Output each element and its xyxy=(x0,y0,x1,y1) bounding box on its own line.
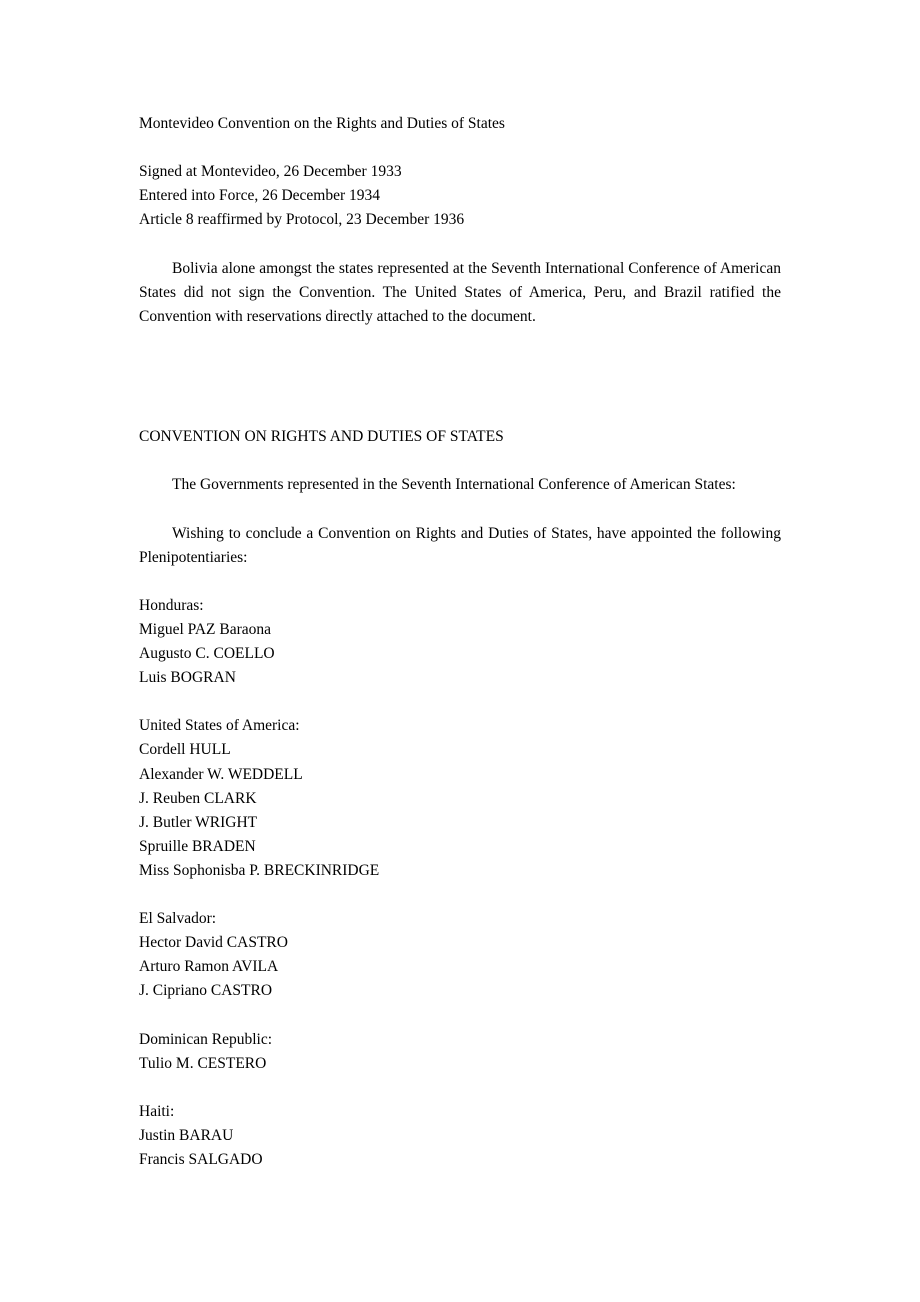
spacer xyxy=(139,883,781,907)
delegation-group xyxy=(139,714,781,883)
spacer xyxy=(139,1076,781,1100)
date-protocol: Article 8 reaffirmed by Protocol, 23 December 1936 xyxy=(139,211,465,229)
preamble-plenipotentiaries: Wishing to conclude a Convention on Rights and Duties of States, have appointed the following Plenipotentiaries: xyxy=(139,524,781,566)
delegate-name: J. Reuben CLARK xyxy=(139,789,257,807)
delegate-name: Alexander W. WEDDELL xyxy=(139,765,303,783)
delegate-name: J. Butler WRIGHT xyxy=(139,813,258,831)
delegate-name: J. Cipriano CASTRO xyxy=(139,982,273,1000)
delegation-country: Haiti: xyxy=(139,1102,175,1120)
delegation-country: Honduras: xyxy=(139,596,204,614)
delegate-name: Arturo Ramon AVILA xyxy=(139,958,279,976)
spacer xyxy=(139,136,781,160)
preamble-governments: The Governments represented in the Seventh International Conference of American States: xyxy=(172,476,736,494)
convention-heading: CONVENTION ON RIGHTS AND DUTIES OF STATES xyxy=(139,428,504,446)
delegate-name: Hector David CASTRO xyxy=(139,934,288,952)
document-title: Montevideo Convention on the Rights and Duties of States xyxy=(139,115,505,132)
spacer xyxy=(139,570,781,594)
delegate-name: Miss Sophonisba P. BRECKINRIDGE xyxy=(139,861,380,879)
delegation-country: Dominican Republic: xyxy=(139,1030,273,1048)
delegation-country: United States of America: xyxy=(139,717,300,735)
delegation-group xyxy=(139,907,781,1003)
delegate-name: Luis BOGRAN xyxy=(139,669,236,687)
delegation-group xyxy=(139,1028,781,1076)
spacer xyxy=(139,498,781,522)
spacer xyxy=(139,232,781,256)
delegate-name: Francis SALGADO xyxy=(139,1151,263,1169)
document-body xyxy=(139,112,781,1172)
spacer xyxy=(139,401,781,425)
delegation-country: El Salvador: xyxy=(139,910,217,928)
date-in-force: Entered into Force, 26 December 1934 xyxy=(139,187,381,205)
delegate-name: Augusto C. COELLO xyxy=(139,645,275,663)
spacer xyxy=(139,690,781,714)
delegate-name: Miguel PAZ Baraona xyxy=(139,620,272,638)
intro-paragraph: Bolivia alone amongst the states represented at the Seventh International Conference of American States did not sign the Convention. The United States of America, Peru, and Brazil ratified the Convention with reservations directly attached to the document. xyxy=(139,259,781,325)
delegate-name: Justin BARAU xyxy=(139,1126,234,1144)
delegate-name: Spruille BRADEN xyxy=(139,837,256,855)
spacer xyxy=(139,1003,781,1027)
delegation-list xyxy=(139,594,781,1172)
delegate-name: Tulio M. CESTERO xyxy=(139,1054,267,1072)
date-signed: Signed at Montevideo, 26 December 1933 xyxy=(139,163,402,181)
spacer xyxy=(139,329,781,401)
spacer xyxy=(139,449,781,473)
delegation-group xyxy=(139,594,781,690)
delegate-name: Cordell HULL xyxy=(139,741,231,759)
delegation-group xyxy=(139,1100,781,1172)
